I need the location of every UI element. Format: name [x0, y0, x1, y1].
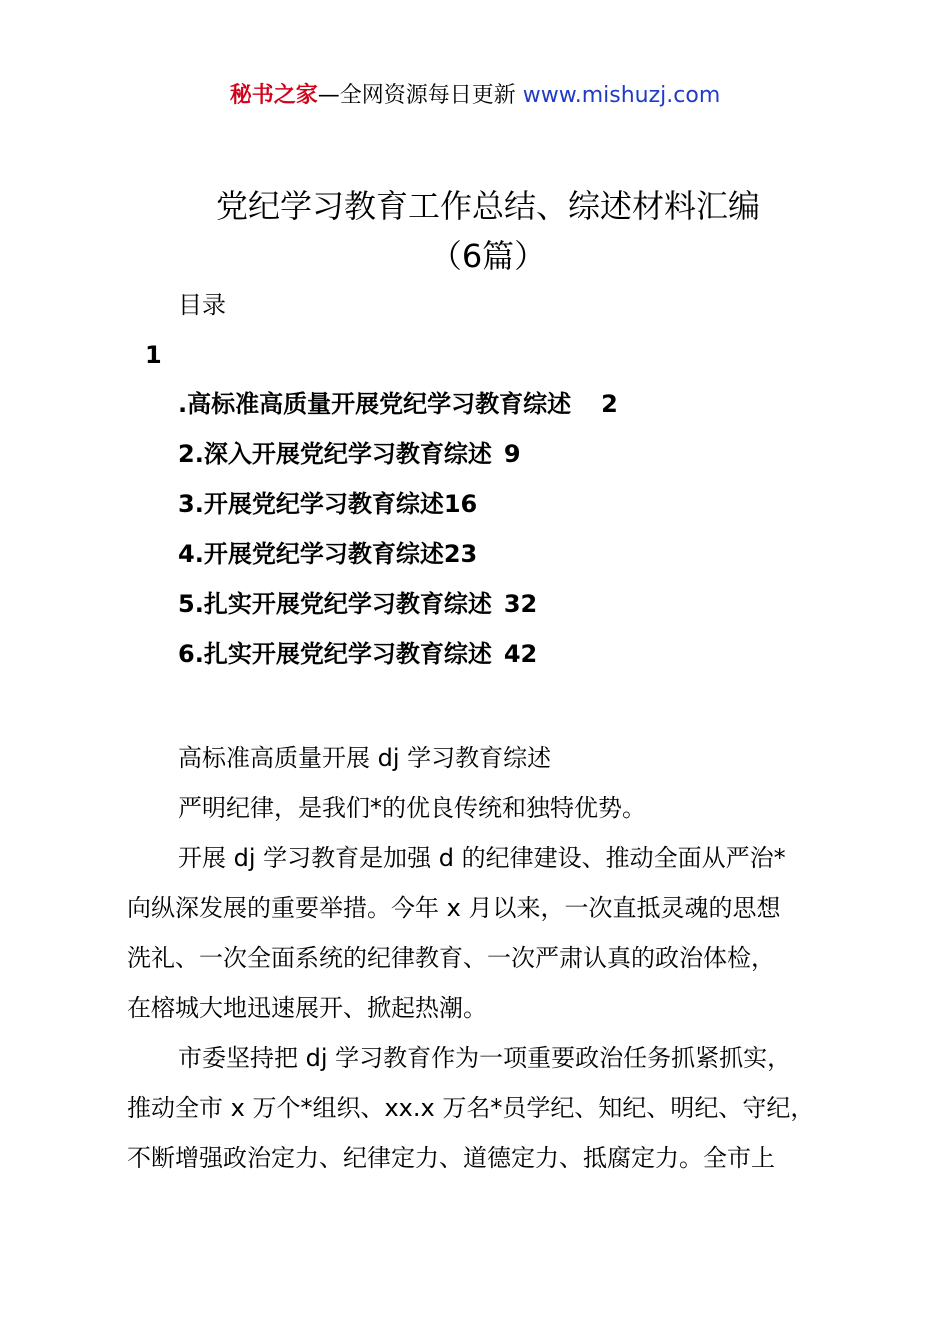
toc-heading: 目录 — [178, 291, 226, 319]
toc-item[interactable] — [178, 437, 618, 487]
toc-item-title: 6.扎实开展党纪学习教育综述 — [178, 640, 492, 668]
paragraph-line: 开展 dj 学习教育是加强 d 的纪律建设、推动全面从严治* — [178, 844, 786, 872]
toc-item[interactable] — [178, 537, 618, 587]
toc-item-page: 2 — [601, 390, 618, 418]
paragraph-line: 推动全市 x 万个*组织、xx.x 万名*员学纪、知纪、明纪、守纪， — [127, 1094, 815, 1122]
table-of-contents — [178, 387, 618, 687]
toc-item[interactable] — [178, 637, 618, 687]
toc-item[interactable] — [178, 587, 618, 637]
toc-item-title: 4.开展党纪学习教育综述 — [178, 540, 444, 568]
toc-item-title: 5.扎实开展党纪学习教育综述 — [178, 590, 492, 618]
paragraph: 严明纪律，是我们*的优良传统和独特优势。 — [178, 794, 646, 822]
toc-item[interactable] — [178, 387, 618, 437]
toc-item-page: 9 — [503, 440, 521, 468]
site-url-link[interactable]: www.mishuzj.com — [522, 83, 721, 108]
document-title-count: （6篇） — [429, 237, 547, 275]
toc-stray-number: 1 — [145, 341, 162, 369]
toc-item-title: 2.深入开展党纪学习教育综述 — [178, 440, 492, 468]
toc-item-page: 23 — [443, 540, 478, 568]
toc-item-page: 32 — [503, 590, 538, 618]
paragraph-line: 在榕城大地迅速展开、掀起热潮。 — [127, 994, 487, 1022]
toc-item-title: .高标准高质量开展党纪学习教育综述 — [178, 390, 572, 418]
paragraph-line: 不断增强政治定力、纪律定力、道德定力、抵腐定力。全市上 — [127, 1144, 775, 1172]
toc-item-title: 3.开展党纪学习教育综述 — [178, 490, 444, 518]
paragraph-line: 向纵深发展的重要举措。今年 x 月以来，一次直抵灵魂的思想 — [127, 894, 781, 922]
site-header — [0, 80, 950, 112]
paragraph-line: 洗礼、一次全面系统的纪律教育、一次严肃认真的政治体检， — [127, 944, 775, 972]
toc-item-page: 16 — [443, 490, 478, 518]
document-title: 党纪学习教育工作总结、综述材料汇编 — [215, 187, 760, 225]
section-heading: 高标准高质量开展 dj 学习教育综述 — [178, 744, 552, 772]
document-body — [127, 733, 857, 1183]
toc-item[interactable] — [178, 487, 618, 537]
site-tagline: —全网资源每日更新 — [317, 83, 516, 108]
paragraph-line: 市委坚持把 dj 学习教育作为一项重要政治任务抓紧抓实， — [178, 1044, 792, 1072]
toc-item-page: 42 — [503, 640, 538, 668]
site-brand: 秘书之家 — [229, 83, 318, 108]
